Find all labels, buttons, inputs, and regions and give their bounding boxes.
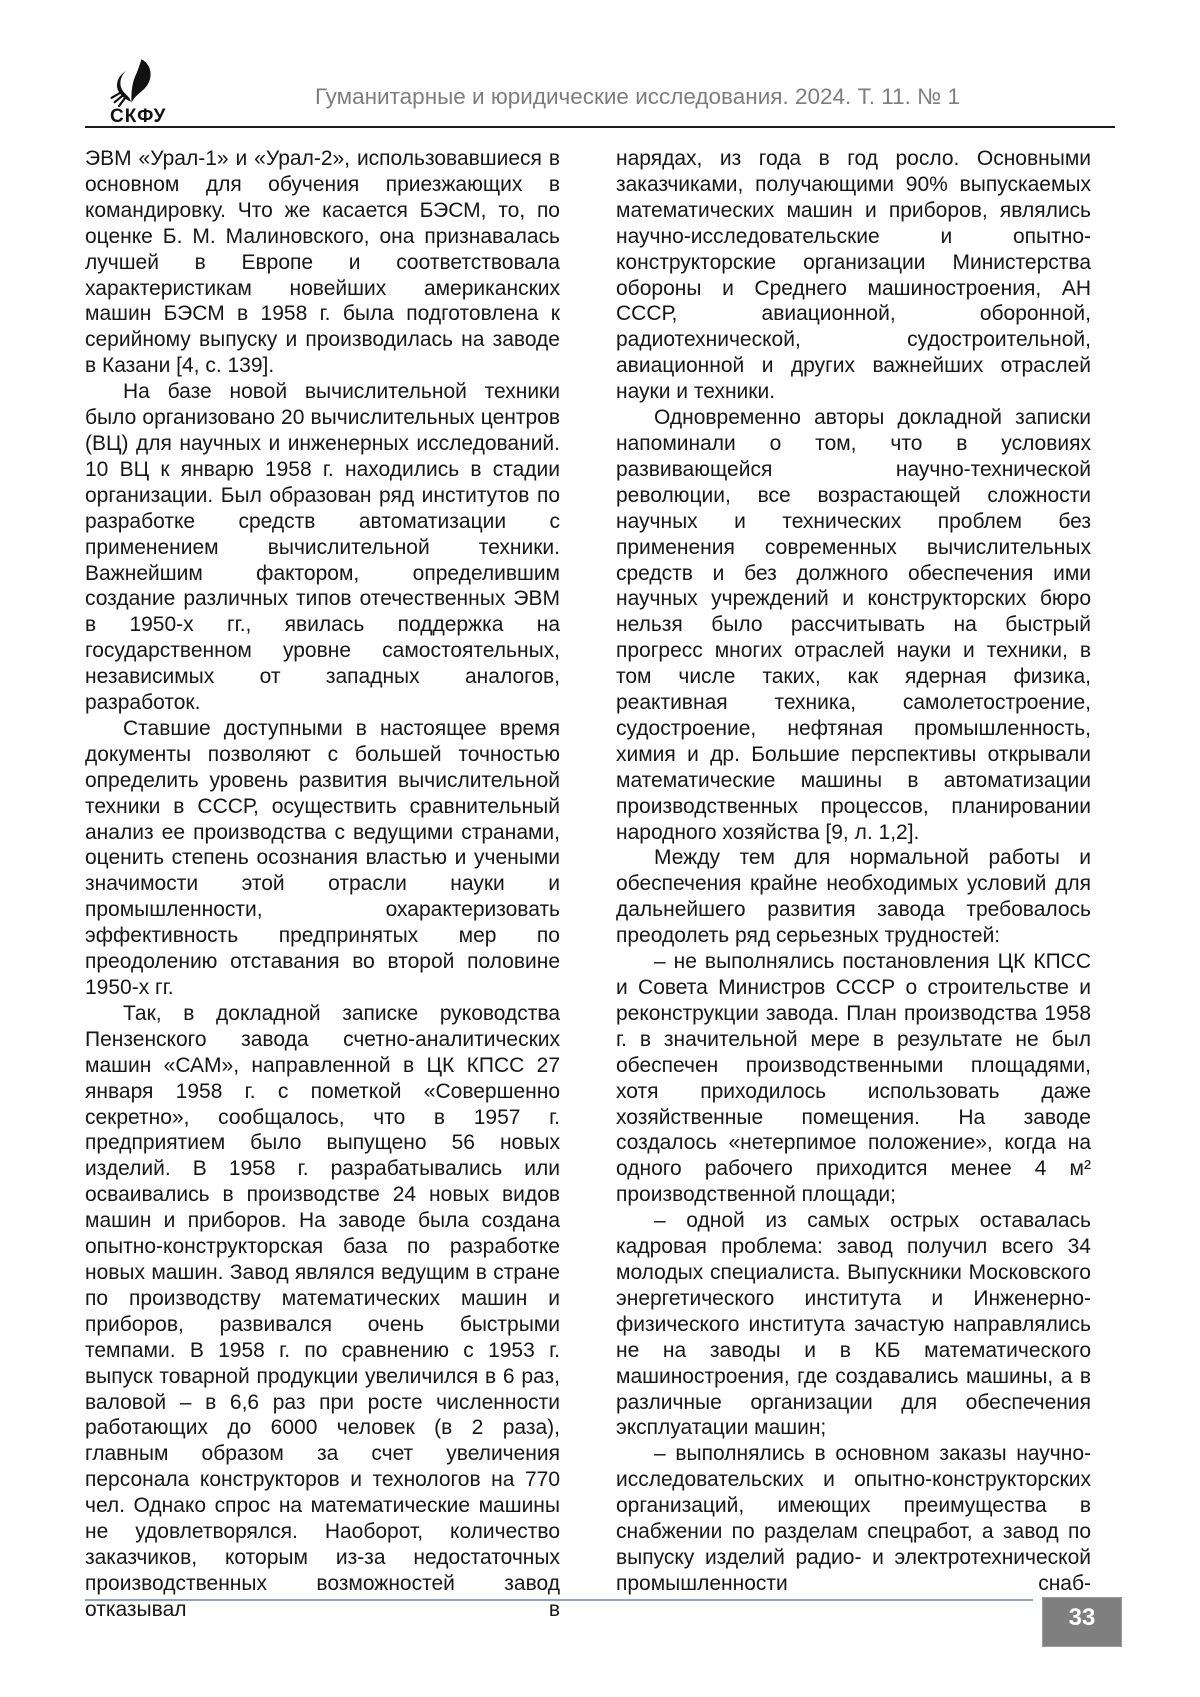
paragraph: Между тем для нормальной работы и обеспечения крайне необходимых условий для дальнейшего развития завода требовалось преодолеть ряд серьезных трудностей: — [616, 846, 1091, 948]
right-column — [616, 146, 1091, 1595]
logo-acronym: СКФУ — [110, 106, 167, 127]
page-number: 33 — [1068, 1604, 1096, 1631]
list-item-dash: – одной из самых острых оставалась кадровая проблема: завод получил всего 34 молодых специалиста. Выпускники Московского энергетического института и Инженерно-физического института зачастую направлялись не на заводы и в КБ математического машиностроения, где создавались машины, а в различные организации для обеспечения эксплуатации машин; — [616, 1209, 1091, 1440]
paragraph: ЭВМ «Урал-1» и «Урал-2», использовавшиеся в основном для обучения приезжающих в командировку. Что же касается БЭСМ, то, по оценке Б. М. Малиновского, она признавалась лучшей в Европе и соответствовала характеристикам новейших американских машин БЭСМ в 1958 г. была подготовлена к серийному выпуску и производилась на заводе в Казани [4, с. 139]. — [85, 147, 560, 378]
footer-divider-line — [85, 1599, 1033, 1601]
list-item-dash: – выполнялись в основном заказы научно-исследовательских и опытно-конструкторских организаций, имеющих преимущества в снабжении по разделам спецработ, а завод по выпуску изделий радио- и электротехнической промышленности снаб- — [616, 1442, 1091, 1595]
left-column — [85, 146, 560, 1621]
paragraph: нарядах, из года в год росло. Основными заказчиками, получающими 90% выпускаемых математических машин и приборов, являлись научно-исследовательские и опытно-конструкторские организации Министерства обороны и Среднего машиностроения, АН СССР, авиационной, оборонной, радиотехнической, судостроительной, авиационной и других важнейших отраслей науки и техники. — [616, 147, 1091, 404]
header-divider-line — [85, 126, 1115, 128]
paragraph: Одновременно авторы докладной записки напоминали о том, что в условиях развивающейся научно-технической революции, все возрастающей сложности научных и технических проблем без применения современных вычислительных средств и без должного обеспечения ими научных учреждений и конструкторских бюро нельзя было рассчитывать на быстрый прогресс многих отраслей науки и техники, в том числе таких, как ядерная физика, реактивная техника, самолетостроение, судостроение, нефтяная промышленность, химия и др. Большие перспективы открывали математические машины в автоматизации производственных процессов, планировании народного хозяйства [9, л. 1,2]. — [616, 406, 1091, 844]
paragraph: Ставшие доступными в настоящее время документы позволяют с большей точностью определить уровень развития вычислительной техники в СССР, осуществить сравнительный анализ ее производства с ведущими странами, оценить степень осознания властью и учеными значимости этой отрасли науки и промышленности, охарактеризовать эффективность предпринятых мер по преодолению отставания во второй половине 1950-х гг. — [85, 716, 560, 999]
paragraph: Так, в докладной записке руководства Пензенского завода счетно-аналитических машин «САМ», направленной в ЦК КПСС 27 января 1958 г. с пометкой «Совершенно секретно», сообщалось, что в 1957 г. предприятием было выпущено 56 новых изделий. В 1958 г. разрабатывались или осваивались в производстве 24 новых видов машин и приборов. На заводе была создана опытно-конструкторская база по разработке новых машин. Завод являлся ведущим в стране по производству математических машин и приборов, развивался очень быстрыми темпами. В 1958 г. по сравнению с 1953 г. выпуск товарной продукции увеличился в 6 раз, валовой – в 6,6 раз при росте численности работающих до 6000 человек (в 2 раза), главным образом за счет увеличения персонала конструкторов и технологов на 770 чел. Однако спрос на математические машины не удовлетворялся. Наоборот, количество заказчиков, которым из-за недостаточных производственных возможностей завод отказывал в — [85, 1001, 560, 1621]
paragraph: На базе новой вычислительной техники было организовано 20 вычислительных центров (ВЦ) для научных и инженерных исследований. 10 ВЦ к январю 1958 г. находились в стадии организации. Был образован ряд институтов по разработке средств автоматизации с применением вычислительной техники. Важнейшим фактором, определившим создание различных типов отечественных ЭВМ в 1950-х гг., явилась поддержка на государственном уровне самостоятельных, независимых от западных аналогов, разработок. — [85, 380, 560, 715]
page-number-badge — [1042, 1597, 1122, 1647]
list-item-dash: – не выполнялись постановления ЦК КПСС и Совета Министров СССР о строительстве и реконструкции завода. План производства 1958 г. в значительной мере в результате не был обеспечен производственными площадями, хотя приходилось использовать даже хозяйственные помещения. На заводе создалось «нетерпимое положение», когда на одного рабочего приходится менее 4 м² производственной площади; — [616, 950, 1091, 1207]
journal-header-title: Гуманитарные и юридические исследования. 2024. Т. 11. № 1 — [314, 84, 961, 109]
